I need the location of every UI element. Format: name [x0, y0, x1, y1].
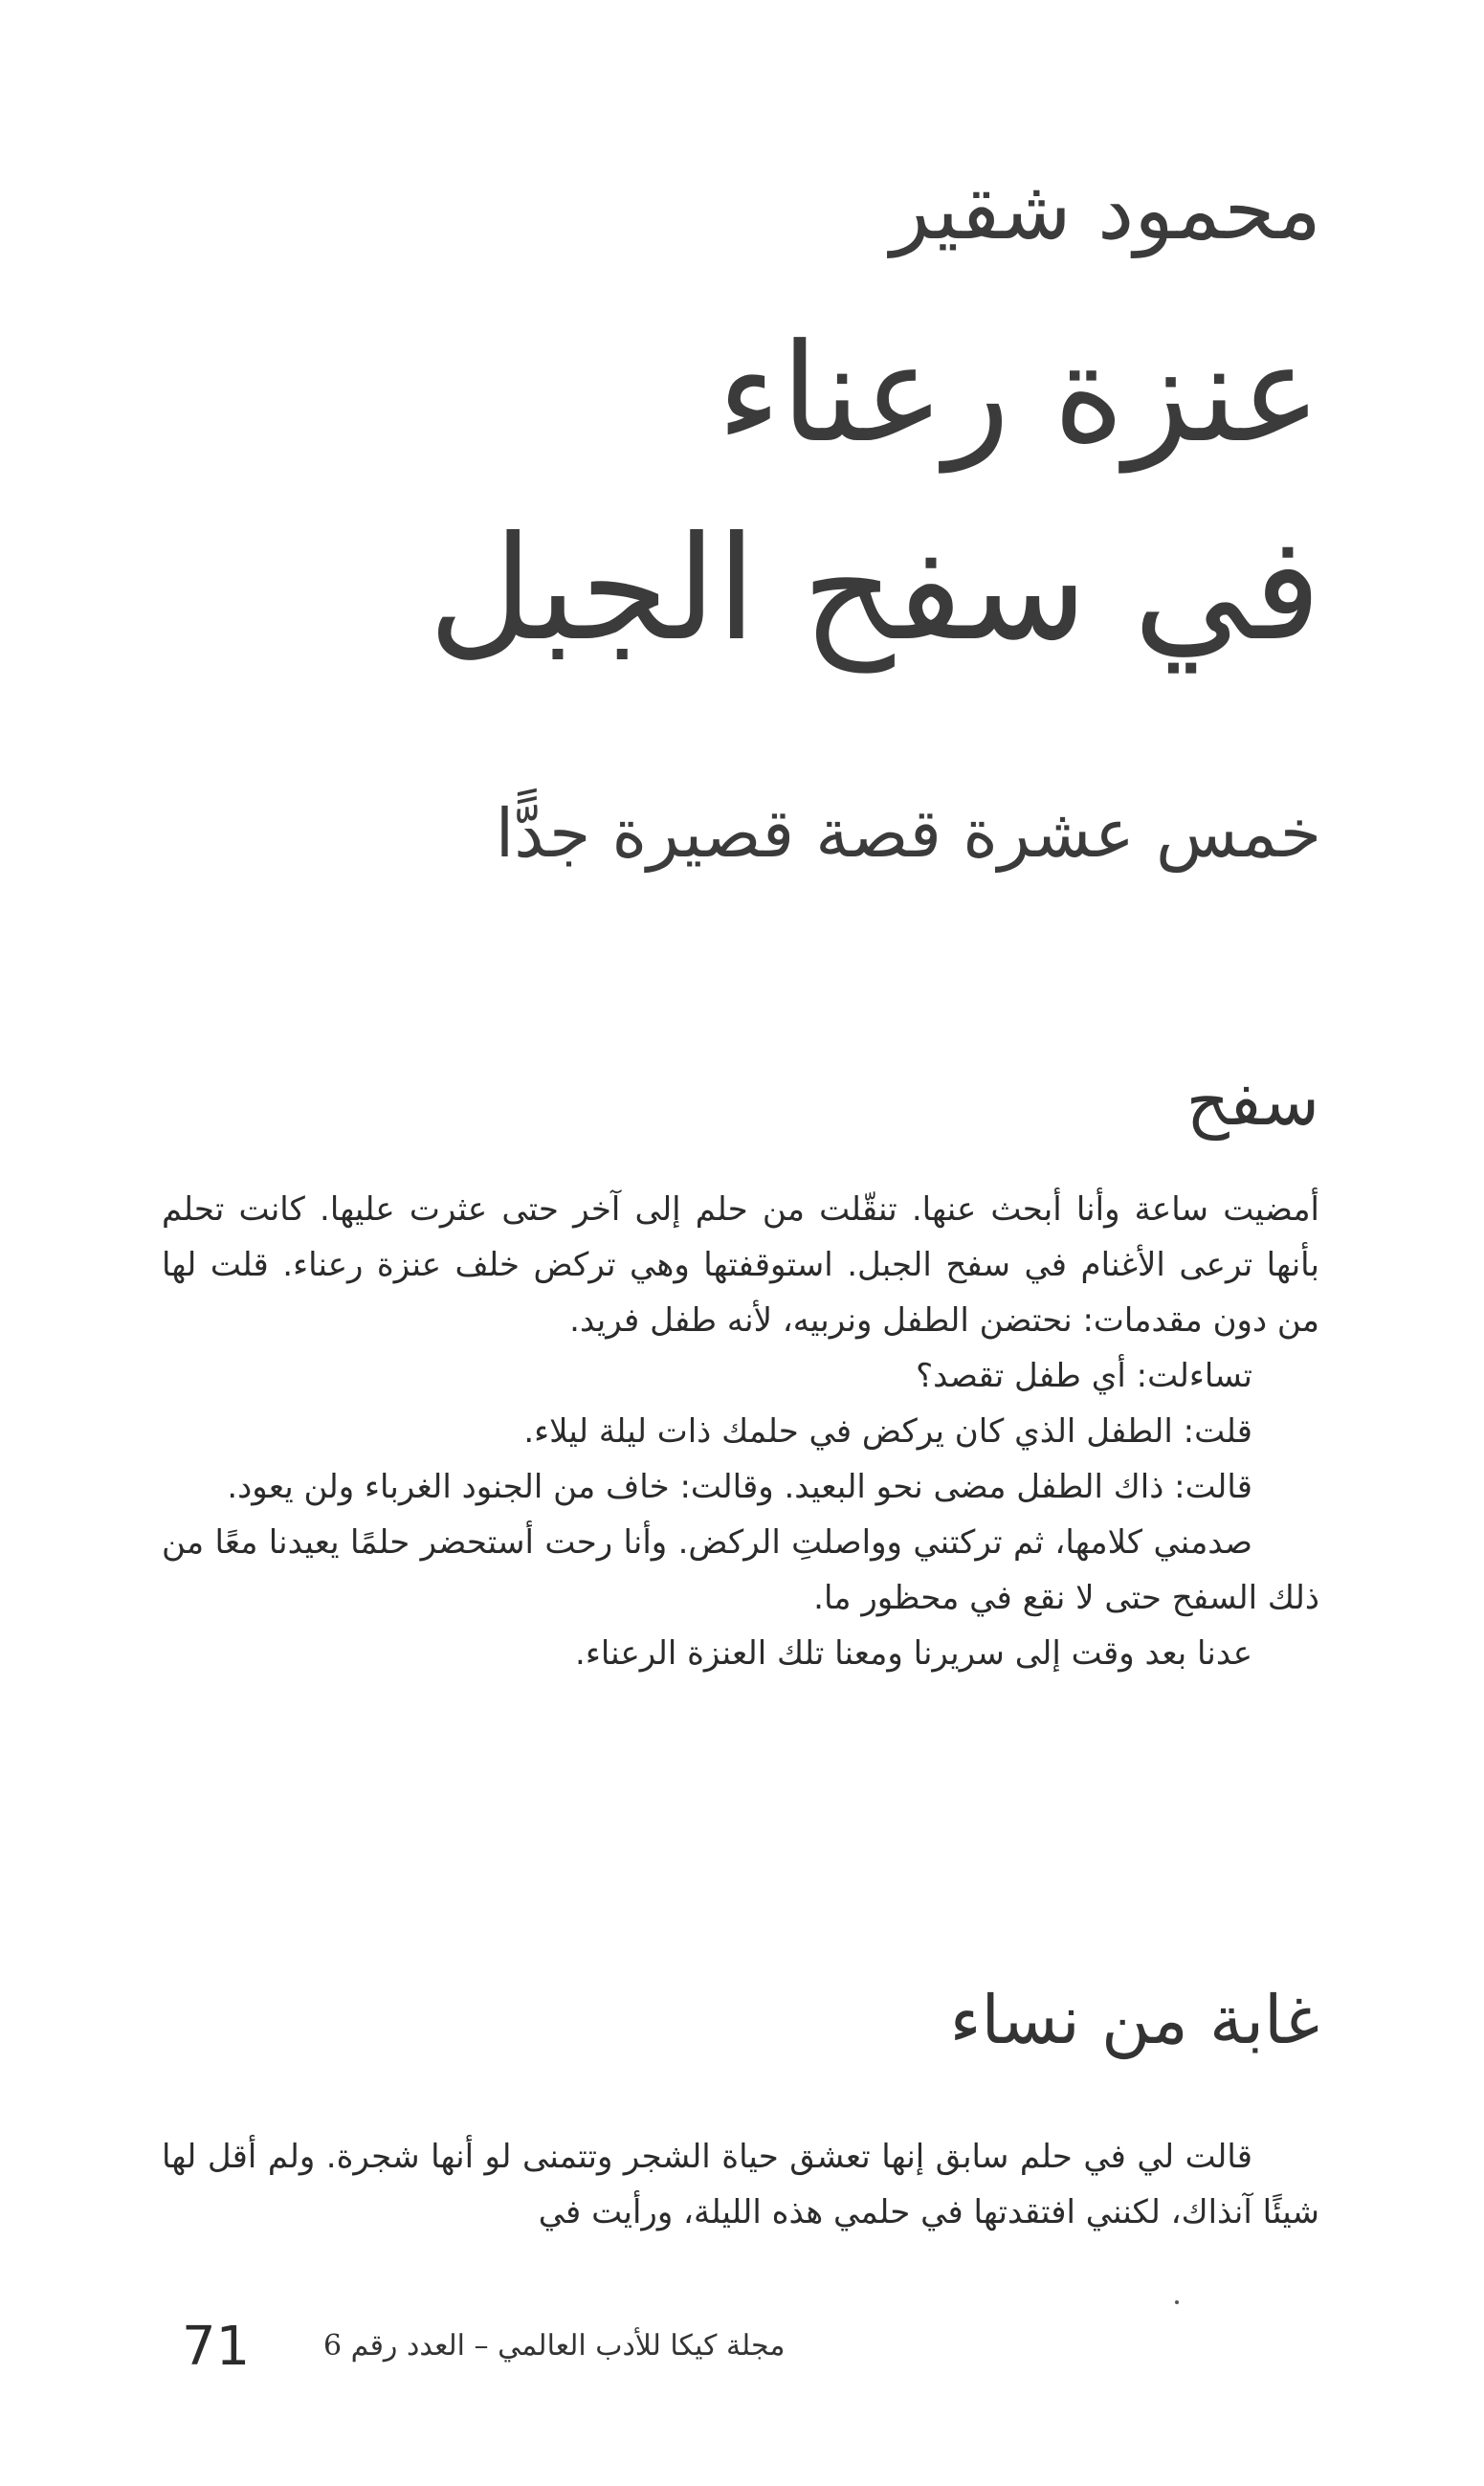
- paragraph: قلت: الطفل الذي كان يركض في حلمك ذات ليلة ليلاء.: [523, 1412, 1252, 1451]
- paragraph: قالت: ذاك الطفل مضى نحو البعيد. وقالت: خاف من الجنود الغرباء ولن يعود.: [227, 1468, 1252, 1506]
- page-number: 71: [182, 2316, 251, 2378]
- story-title-line-2: في سفح الجبل: [428, 506, 1321, 673]
- magazine-issue-label: مجلة كيكا للأدب العالمي – العدد رقم 6: [323, 2329, 786, 2363]
- author-name: محمود شقير: [890, 163, 1321, 258]
- print-speck: [1175, 2300, 1179, 2304]
- collection-subtitle: خمس عشرة قصة قصيرة جدًّا: [495, 794, 1321, 873]
- section-body-safh: [162, 1182, 1319, 1681]
- section-title-safh: سفح: [1185, 1062, 1319, 1141]
- paragraph: قالت لي في حلم سابق إنها تعشق حياة الشجر وتتمنى لو أنها شجرة. ولم أقل لها شيئًا آنذاك، لكنني افتقدتها في حلمي هذه الليلة، ورأيت في: [162, 2138, 1319, 2231]
- page-footer: [0, 2316, 1484, 2392]
- section-title-ghaba: غابة من نساء: [949, 1981, 1319, 2059]
- paragraph: عدنا بعد وقت إلى سريرنا ومعنا تلك العنزة الرعناء.: [575, 1634, 1252, 1673]
- section-body-ghaba: [162, 2129, 1319, 2240]
- paragraph: أمضيت ساعة وأنا أبحث عنها. تنقّلت من حلم إلى آخر حتى عثرت عليها. كانت تحلم بأنها ترعى الأغنام في سفح الجبل. استوقفتها وهي تركض خلف عنزة رعناء. قلت لها من دون مقدمات: نحتضن الطفل ونربيه، لأنه طفل فريد.: [162, 1190, 1319, 1340]
- paragraph: صدمني كلامها، ثم تركتني وواصلتِ الركض. وأنا رحت أستحضر حلمًا يعيدنا معًا من ذلك السفح حتى لا نقع في محظور ما.: [162, 1523, 1319, 1617]
- story-title-line-1: عنزة رعناء: [717, 315, 1321, 473]
- paragraph: تساءلت: أي طفل تقصد؟: [916, 1357, 1252, 1395]
